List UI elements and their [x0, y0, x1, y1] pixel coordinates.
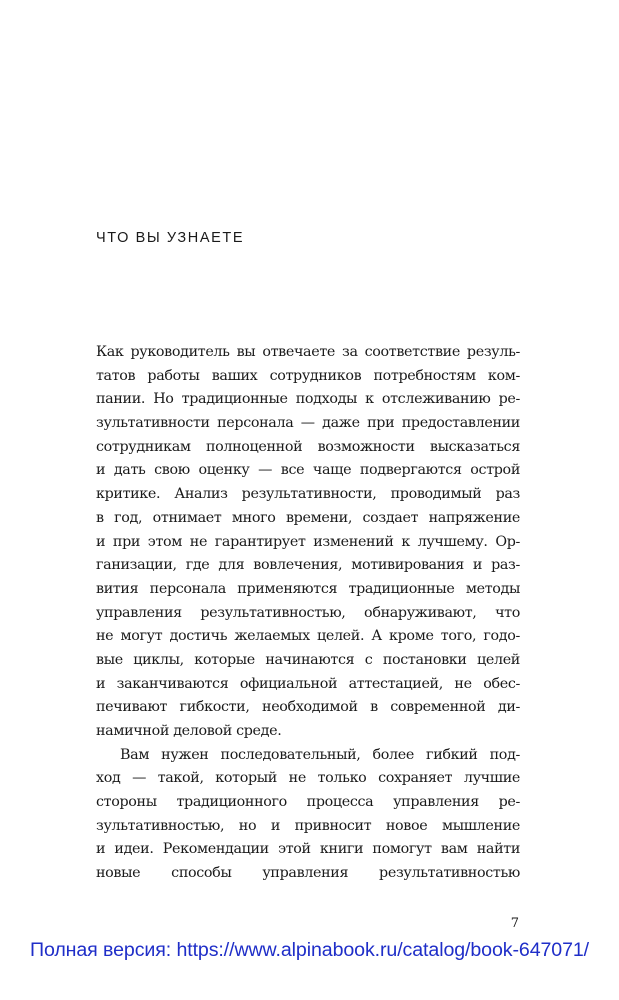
full-version-link[interactable]: Полная версия: https://www.alpinabook.ru/catalog/book-647071/: [29, 939, 590, 961]
text-line: вития персонала применяются традиционные методы: [96, 580, 520, 597]
text-line: татов работы ваших сотрудников потребностям ком-: [96, 367, 520, 384]
text-line: и заканчиваются официальной аттестацией, не обес-: [96, 675, 520, 692]
text-line: критике. Анализ результативности, проводимый раз: [96, 486, 520, 503]
paragraph-1: [96, 341, 520, 744]
text-line: ганизации, где для вовлечения, мотивирования и раз-: [96, 557, 520, 574]
text-line: зультативностью, но и привносит новое мышление: [96, 817, 520, 834]
text-line: стороны традиционного процесса управления ре-: [96, 794, 520, 811]
text-line: управления результативностью, обнаруживают, что: [96, 604, 520, 621]
text-line: намичной деловой среде.: [96, 723, 282, 739]
text-line: и при этом не гарантирует изменений к лучшему. Ор-: [96, 533, 520, 550]
text-line: не могут достичь желаемых целей. А кроме того, годо-: [96, 628, 520, 645]
text-line: зультативности персонала — даже при предоставлении: [96, 415, 520, 432]
body-text: [96, 341, 520, 886]
text-line: Как руководитель вы отвечаете за соответствие резуль-: [96, 344, 520, 360]
chapter-title: ЧТО ВЫ УЗНАЕТЕ: [96, 230, 245, 246]
text-line: пании. Но традиционные подходы к отслеживанию ре-: [96, 391, 520, 408]
text-line: вые циклы, которые начинаются с постановки целей: [96, 651, 520, 668]
page-number: 7: [510, 916, 519, 931]
text-line: и дать свою оценку — все чаще подвергаются острой: [96, 462, 520, 479]
text-line: сотрудникам полноценной возможности высказаться: [96, 438, 520, 455]
text-line: новые способы управления результативностью: [96, 865, 520, 882]
text-line: ход — такой, который не только сохраняет лучшие: [96, 770, 520, 787]
text-line: и идеи. Рекомендации этой книги помогут вам найти: [96, 841, 520, 858]
text-line: печивают гибкости, необходимой в современной ди-: [96, 699, 520, 716]
text-line: в год, отнимает много времени, создает напряжение: [96, 509, 520, 526]
text-line: Вам нужен последовательный, более гибкий под-: [120, 746, 520, 763]
paragraph-2: [96, 744, 520, 886]
